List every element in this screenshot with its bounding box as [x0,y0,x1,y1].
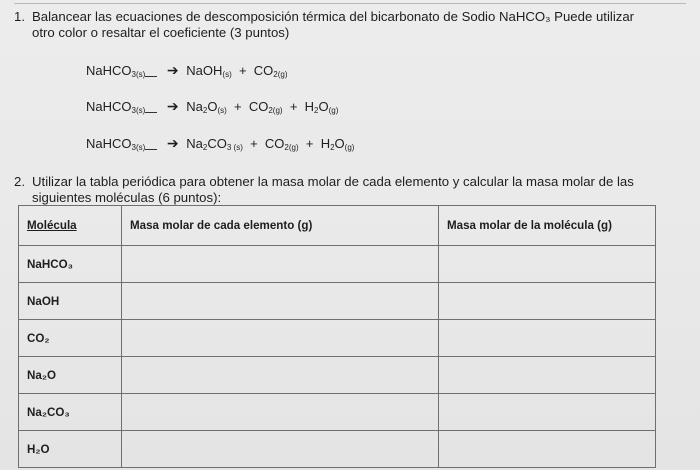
molecule-cell: H₂O [19,431,122,468]
product-subscript: 2(g) [284,143,299,152]
reactant-subscript: 3(s) [131,106,146,115]
product: NaOH [186,63,223,78]
molecule-mass-cell[interactable] [439,246,656,283]
question-2-line-1: Utilizar la tabla periódica para obtener la masa molar de cada elemento y calcular la masa molar de las [32,174,634,189]
product: CO [253,63,274,78]
coefficient-blank[interactable] [145,67,157,77]
question-2-number: 2. [14,174,25,189]
product: O [207,99,218,114]
molar-mass-table [18,205,656,468]
product-subscript: 2 [202,143,208,152]
table-row [19,283,656,320]
element-mass-cell[interactable] [122,283,439,320]
reactant: NaHCO [86,63,132,78]
product: CO [264,136,285,151]
product-subscript: (g) [344,143,355,152]
coefficient-blank[interactable] [145,140,157,150]
product-subscript: 2 [202,106,208,115]
table-row [19,394,656,431]
question-1 [14,9,674,41]
product-subscript: 2(g) [268,106,283,115]
molecule-cell: NaOH [19,283,122,320]
equation-2: NaHCO$_{3(s)}$ ➔ $Na_2O_{(s)} + CO_{2(g)} + H_2O_{(g)}$ [86,98,339,115]
question-1-number: 1. [14,9,25,24]
table-row [19,320,656,357]
question-2-line-2: siguientes moléculas (6 puntos): [32,190,222,205]
product-subscript: (s) [222,70,232,79]
product: O [334,136,345,151]
reaction-arrow-icon: ➔ [166,62,179,78]
molecule-mass-cell[interactable] [439,394,656,431]
header-element-mass: Masa molar de cada elemento (g) [122,206,439,246]
header-molecule-mass: Masa molar de la molécula (g) [439,206,656,246]
header-molecula: Molécula [19,206,122,246]
molecule-mass-cell[interactable] [439,320,656,357]
table-header-row [19,206,656,246]
molecule-cell: Na₂CO₃ [19,394,122,431]
product-subscript: (s) [217,106,227,115]
element-mass-cell[interactable] [122,246,439,283]
question-1-line-1: Balancear las ecuaciones de descomposición térmica del bicarbonato de Sodio NaHCO₃ Puede utilizar [32,9,635,24]
top-rule [14,3,686,4]
product-subscript: 2 [314,106,319,115]
element-mass-cell[interactable] [122,320,439,357]
reactant: NaHCO [86,136,132,151]
product: Na [186,99,203,114]
product: Na [186,136,203,151]
product-subscript: (g) [328,106,339,115]
element-mass-cell[interactable] [122,431,439,468]
reaction-arrow-icon: ➔ [166,98,179,114]
table-row [19,357,656,394]
product: H [304,99,315,114]
molecule-mass-cell[interactable] [439,431,656,468]
product: H [320,136,331,151]
molecule-mass-cell[interactable] [439,357,656,394]
coefficient-blank[interactable] [145,103,157,113]
element-mass-cell[interactable] [122,394,439,431]
product: CO [207,136,227,151]
element-mass-cell[interactable] [122,357,439,394]
product: CO [248,99,269,114]
product-subscript: 3 (s) [226,143,243,152]
reactant: NaHCO [86,99,132,114]
table-row [19,431,656,468]
molecule-cell: Na₂O [19,357,122,394]
reaction-arrow-icon: ➔ [166,135,179,151]
product-subscript: 2 [330,143,335,152]
table-row [19,246,656,283]
equation-3: NaHCO$_{3(s)}$ ➔ $Na_2CO_{3 (s)} + CO_{2(g)} + H_2O_{(g)}$ [86,135,355,152]
question-1-line-2: otro color o resaltar el coeficiente (3 puntos) [32,25,290,40]
molecule-mass-cell[interactable] [439,283,656,320]
reactant-subscript: 3(s) [131,143,146,152]
reactant-subscript: 3(s) [131,70,146,79]
question-2 [14,174,674,206]
molecule-cell: CO₂ [19,320,122,357]
product: O [318,99,329,114]
equation-1: NaHCO$_{3(s)}$ ➔ NaOH$_{(s)}$ + $CO_{2(g)}$ [86,62,288,79]
molecule-cell: NaHCO₃ [19,246,122,283]
product-subscript: 2(g) [273,70,288,79]
